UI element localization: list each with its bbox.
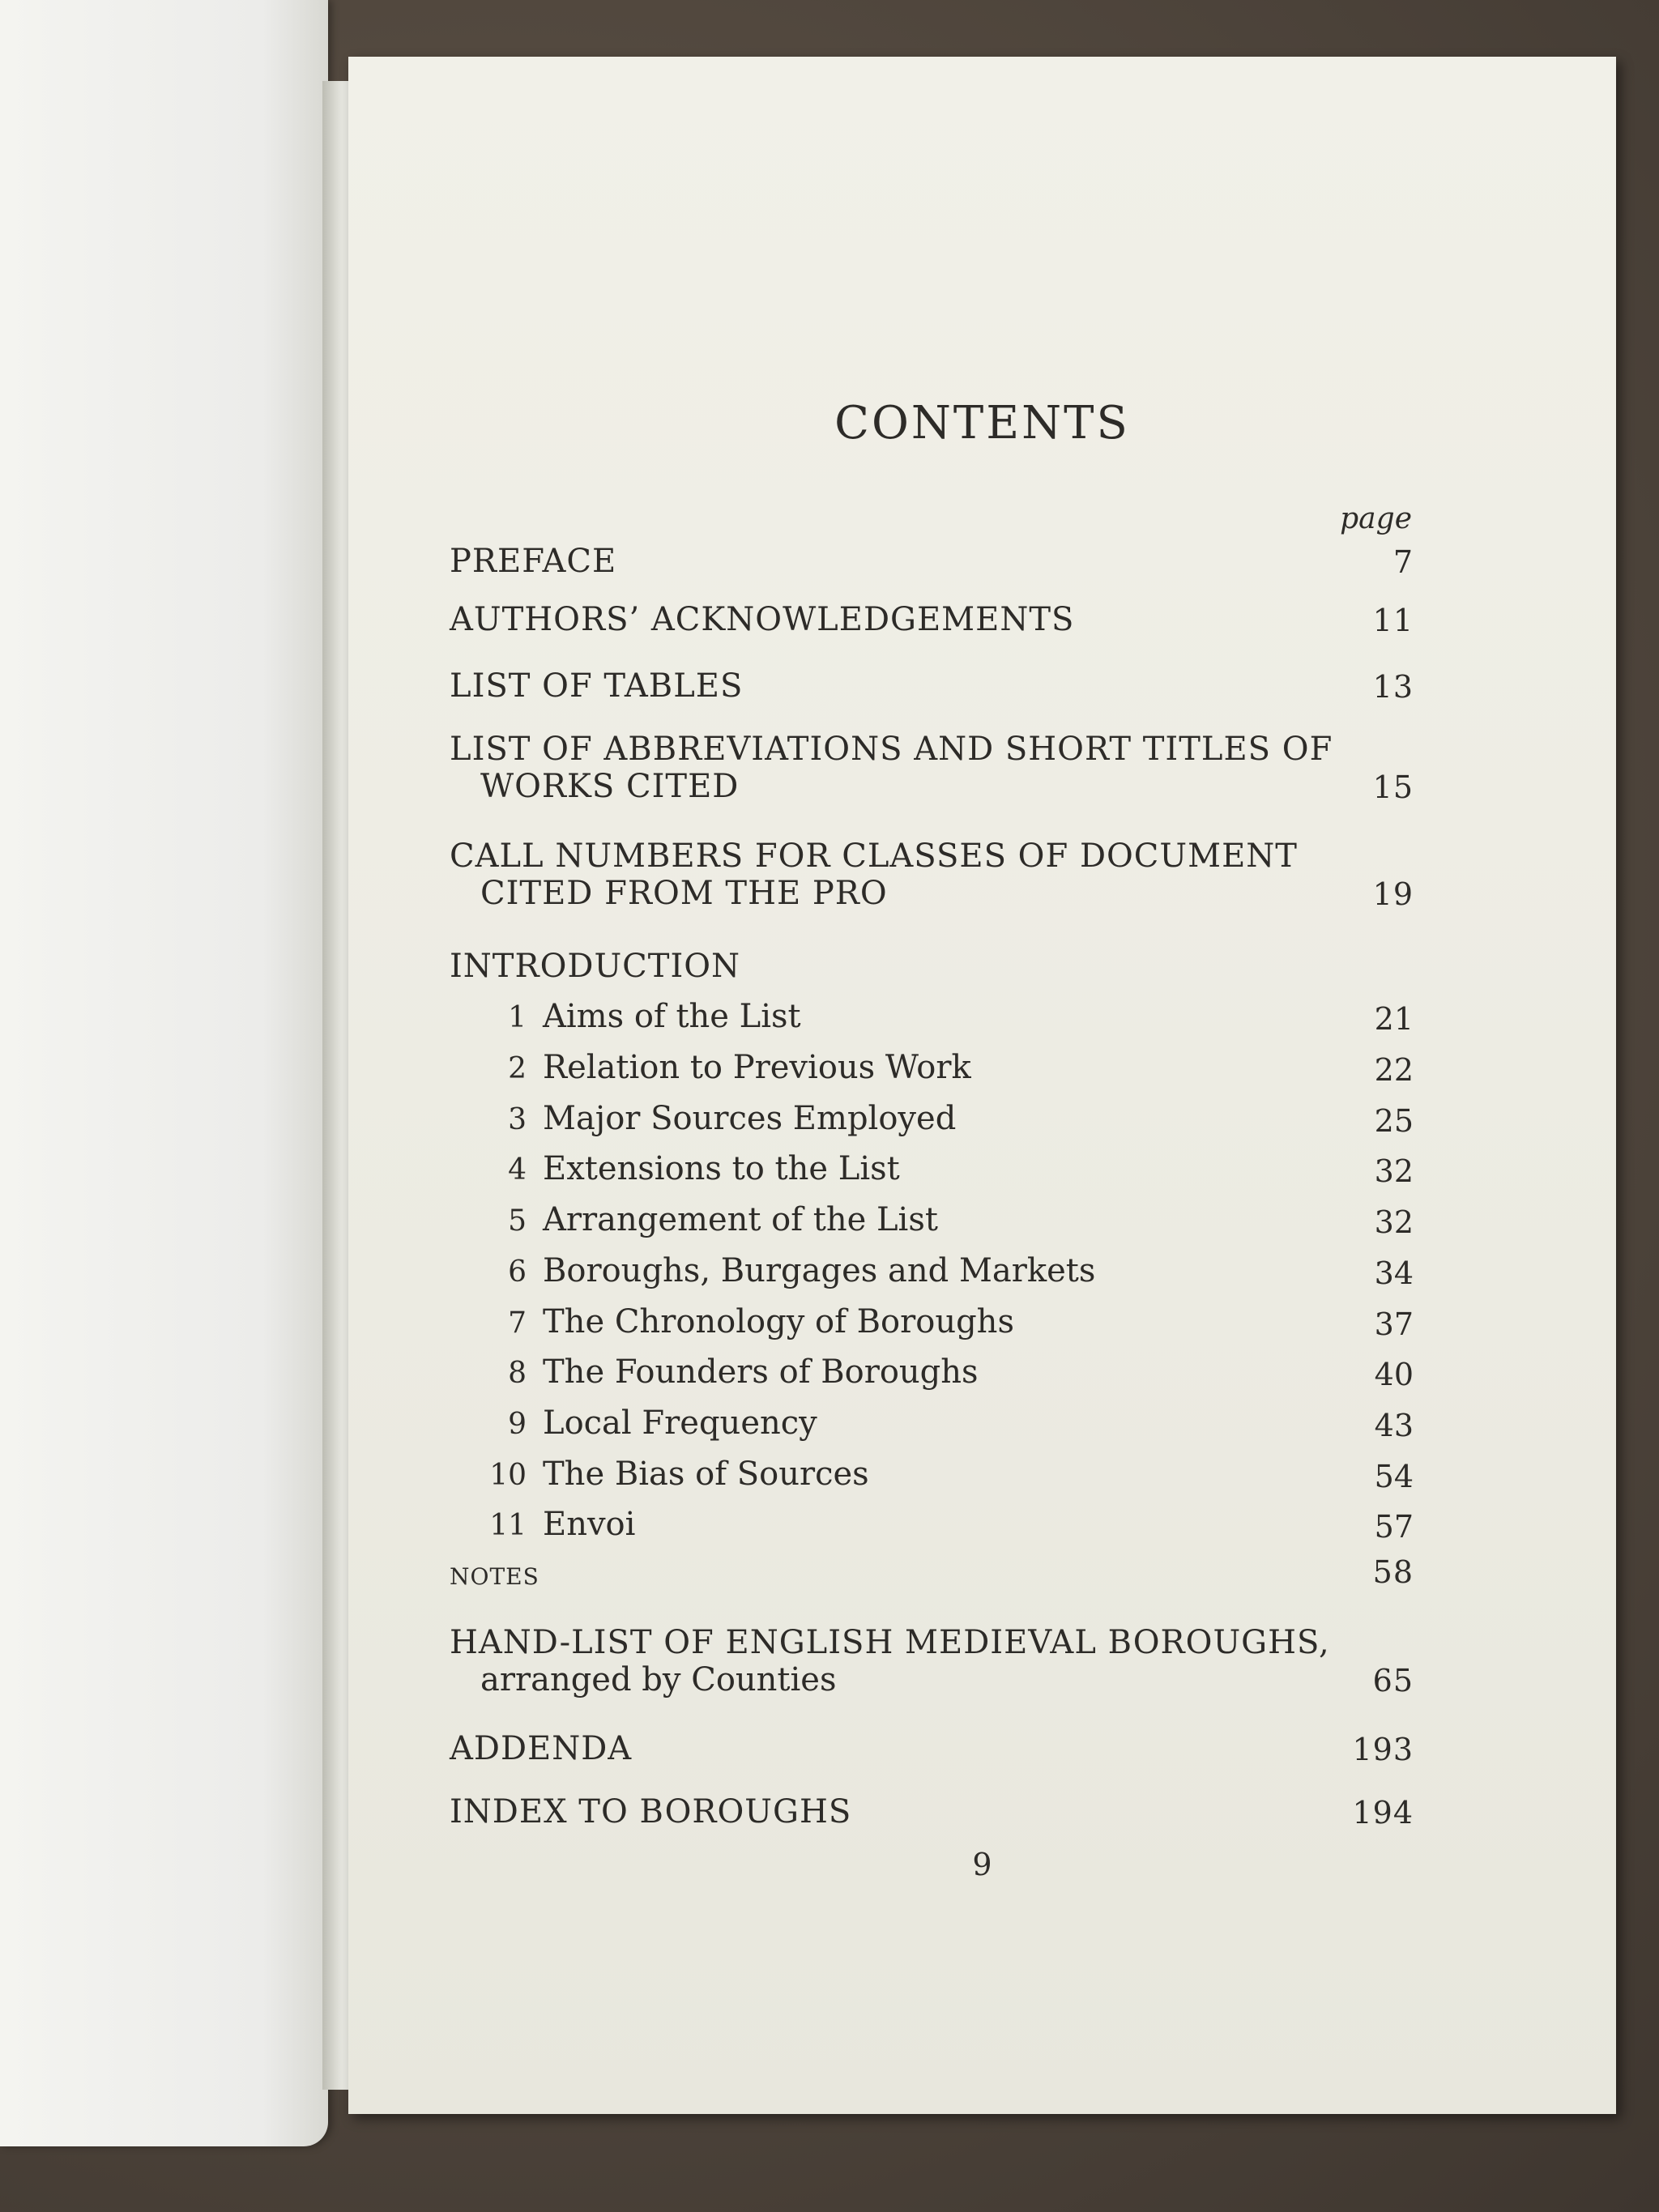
toc-subentry-label: Major Sources Employed	[543, 1100, 957, 1137]
toc-subentry	[470, 1049, 1414, 1086]
toc-subentry-label: The Bias of Sources	[543, 1455, 869, 1493]
toc-subentry-page: 54	[1374, 1459, 1414, 1494]
toc-entry-label: PREFACE	[450, 543, 617, 580]
toc-subentry-number: 9	[508, 1408, 527, 1441]
toc-subentry-page: 40	[1374, 1357, 1414, 1392]
toc-subentry	[470, 1404, 1414, 1442]
toc-entry-label-continued: arranged by Counties	[480, 1661, 837, 1698]
toc-subentry-number: 11	[489, 1509, 527, 1542]
toc-subentry-number: 10	[489, 1459, 527, 1492]
page-number: 9	[972, 1847, 992, 1882]
toc-subentry-page: 37	[1374, 1306, 1414, 1342]
toc-subentry-page: 43	[1374, 1408, 1414, 1443]
toc-subentry-number: 8	[508, 1357, 527, 1390]
toc-subentry	[470, 1455, 1414, 1493]
toc-subentry-label: Extensions to the List	[543, 1150, 900, 1187]
toc-subentry	[470, 1252, 1414, 1289]
toc-subentry-number: 4	[508, 1153, 527, 1187]
toc-subentry-label: Envoi	[543, 1506, 636, 1543]
toc-subentry-label: The Founders of Boroughs	[543, 1353, 979, 1391]
toc-entry-page: 13	[1372, 669, 1414, 705]
toc-entry-hand-list	[450, 1624, 1414, 1698]
toc-entry-label: AUTHORS’ ACKNOWLEDGEMENTS	[450, 601, 1075, 638]
left-blank-page	[0, 0, 328, 2146]
toc-subentry-page: 22	[1374, 1052, 1414, 1088]
toc-subentry-page: 32	[1374, 1204, 1414, 1240]
toc-subentry-label: The Chronology of Boroughs	[543, 1303, 1014, 1340]
toc-entry-call-numbers	[450, 837, 1414, 912]
toc-entry-page: 15	[1372, 769, 1414, 805]
toc-subentry-number: 3	[508, 1103, 527, 1136]
toc-subentry	[470, 1150, 1414, 1187]
toc-subentry-page: 34	[1374, 1255, 1414, 1291]
toc-subentry-number: 1	[508, 1001, 527, 1034]
toc-entry-preface	[450, 543, 1414, 580]
toc-entry-page: 193	[1352, 1732, 1414, 1767]
toc-subentry	[470, 1303, 1414, 1340]
toc-subentry-label: Aims of the List	[543, 998, 801, 1035]
toc-subentry-label: Relation to Previous Work	[543, 1049, 971, 1086]
toc-entry-addenda	[450, 1730, 1414, 1767]
toc-subentry	[470, 1201, 1414, 1238]
toc-entry-label: LIST OF ABBREVIATIONS AND SHORT TITLES OF	[450, 731, 1333, 768]
toc-subentry-label: Local Frequency	[543, 1404, 817, 1442]
toc-entry-page: 194	[1352, 1795, 1414, 1831]
toc-subentry-page: 21	[1374, 1001, 1414, 1037]
toc-subentry-label: Arrangement of the List	[543, 1201, 938, 1238]
toc-entry-abbreviations	[450, 731, 1414, 805]
toc-entry-label: HAND-LIST OF ENGLISH MEDIEVAL BOROUGHS,	[450, 1624, 1330, 1661]
toc-entry-page: 7	[1392, 544, 1414, 580]
toc-entry-label-continued: CITED FROM THE PRO	[480, 875, 888, 912]
toc-entry-page: 11	[1372, 603, 1414, 638]
toc-entry-page: 19	[1372, 876, 1414, 912]
toc-entry-label: NOTES	[450, 1563, 539, 1590]
toc-subentry-number: 7	[508, 1306, 527, 1340]
toc-subentry	[470, 998, 1414, 1035]
toc-subentry-page: 57	[1374, 1509, 1414, 1545]
toc-entry-label: INDEX TO BOROUGHS	[450, 1793, 852, 1831]
toc-entry-label: ADDENDA	[450, 1730, 633, 1767]
toc-subentry-page: 25	[1374, 1103, 1414, 1139]
toc-entry-label: INTRODUCTION	[450, 948, 741, 985]
toc-entry-acknowledgements	[450, 601, 1414, 638]
toc-subentry-page: 32	[1374, 1153, 1414, 1189]
toc-entry-label: LIST OF TABLES	[450, 667, 744, 705]
toc-subentry-label: Boroughs, Burgages and Markets	[543, 1252, 1096, 1289]
toc-subentry-number: 5	[508, 1204, 527, 1238]
toc-entry-page: 65	[1372, 1663, 1414, 1698]
toc-subentry-number: 2	[508, 1052, 527, 1085]
page-title: CONTENTS	[834, 397, 1130, 450]
toc-subentry	[470, 1353, 1414, 1391]
toc-subentry-number: 6	[508, 1255, 527, 1289]
toc-entry-label-continued: WORKS CITED	[480, 768, 740, 805]
toc-entry-index	[450, 1793, 1414, 1831]
toc-entry-notes	[450, 1554, 1414, 1590]
toc-entry-label: CALL NUMBERS FOR CLASSES OF DOCUMENT	[450, 837, 1298, 875]
toc-entry-introduction	[450, 948, 1414, 985]
contents-page	[348, 57, 1616, 2114]
toc-entry-tables	[450, 667, 1414, 705]
toc-subentry	[470, 1100, 1414, 1137]
toc-subentry	[470, 1506, 1414, 1543]
page-column-label: page	[1340, 502, 1412, 535]
toc-entry-page: 58	[1372, 1554, 1414, 1590]
